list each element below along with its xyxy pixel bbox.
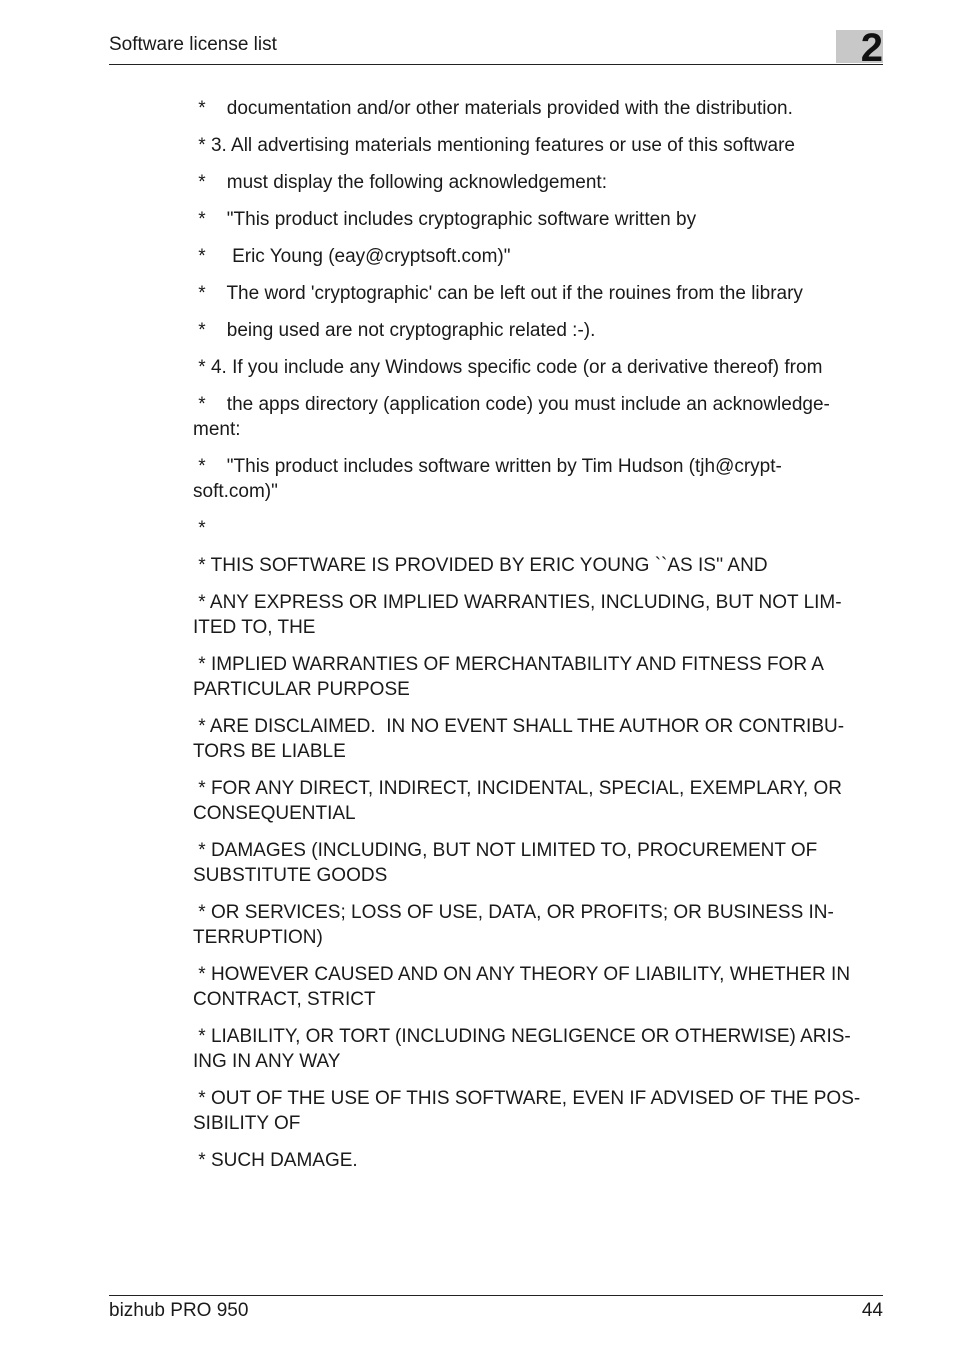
license-line: * THIS SOFTWARE IS PROVIDED BY ERIC YOUNG ``AS IS'' AND [193, 555, 768, 576]
license-line: * OUT OF THE USE OF THIS SOFTWARE, EVEN IF ADVISED OF THE POS- SIBILITY OF [193, 1088, 861, 1134]
license-line: * 4. If you include any Windows specific code (or a derivative thereof) from [193, 357, 823, 378]
license-line: * the apps directory (application code) you must include an acknowledge- ment: [193, 394, 830, 440]
page-number: 44 [861, 1300, 883, 1321]
license-line: * ARE DISCLAIMED. IN NO EVENT SHALL THE AUTHOR OR CONTRIBU- TORS BE LIABLE [193, 716, 845, 762]
license-line: * HOWEVER CAUSED AND ON ANY THEORY OF LIABILITY, WHETHER IN CONTRACT, STRICT [193, 964, 851, 1010]
page-header [109, 26, 883, 70]
license-line: * Eric Young (eay@cryptsoft.com)" [193, 246, 511, 267]
section-title: Software license list [109, 34, 277, 55]
license-line: * FOR ANY DIRECT, INDIRECT, INCIDENTAL, SPECIAL, EXEMPLARY, OR CONSEQUENTIAL [193, 778, 842, 824]
product-name: bizhub PRO 950 [109, 1300, 249, 1321]
license-line: * must display the following acknowledgement: [193, 172, 607, 193]
license-line: * DAMAGES (INCLUDING, BUT NOT LIMITED TO, PROCUREMENT OF SUBSTITUTE GOODS [193, 840, 818, 886]
license-line: * ANY EXPRESS OR IMPLIED WARRANTIES, INCLUDING, BUT NOT LIM- ITED TO, THE [193, 592, 842, 638]
license-line: * OR SERVICES; LOSS OF USE, DATA, OR PROFITS; OR BUSINESS IN- TERRUPTION) [193, 902, 834, 948]
license-line: * "This product includes cryptographic software written by [193, 209, 697, 230]
license-line: * The word 'cryptographic' can be left out if the rouines from the library [193, 283, 803, 304]
license-line: * "This product includes software written by Tim Hudson (tjh@crypt- soft.com)" [193, 456, 782, 502]
license-line: * being used are not cryptographic related :-). [193, 320, 596, 341]
license-line: * 3. All advertising materials mentioning features or use of this software [193, 135, 795, 156]
license-line: * [193, 518, 206, 539]
chapter-tab [836, 26, 883, 70]
license-line: * LIABILITY, OR TORT (INCLUDING NEGLIGENCE OR OTHERWISE) ARIS- ING IN ANY WAY [193, 1026, 851, 1072]
page-footer [109, 1295, 883, 1326]
license-line: * documentation and/or other materials provided with the distribution. [193, 98, 793, 119]
license-line: * SUCH DAMAGE. [193, 1150, 358, 1171]
chapter-number: 2 [860, 26, 883, 70]
license-line: * IMPLIED WARRANTIES OF MERCHANTABILITY AND FITNESS FOR A PARTICULAR PURPOSE [193, 654, 824, 700]
license-text-body [193, 96, 883, 1185]
